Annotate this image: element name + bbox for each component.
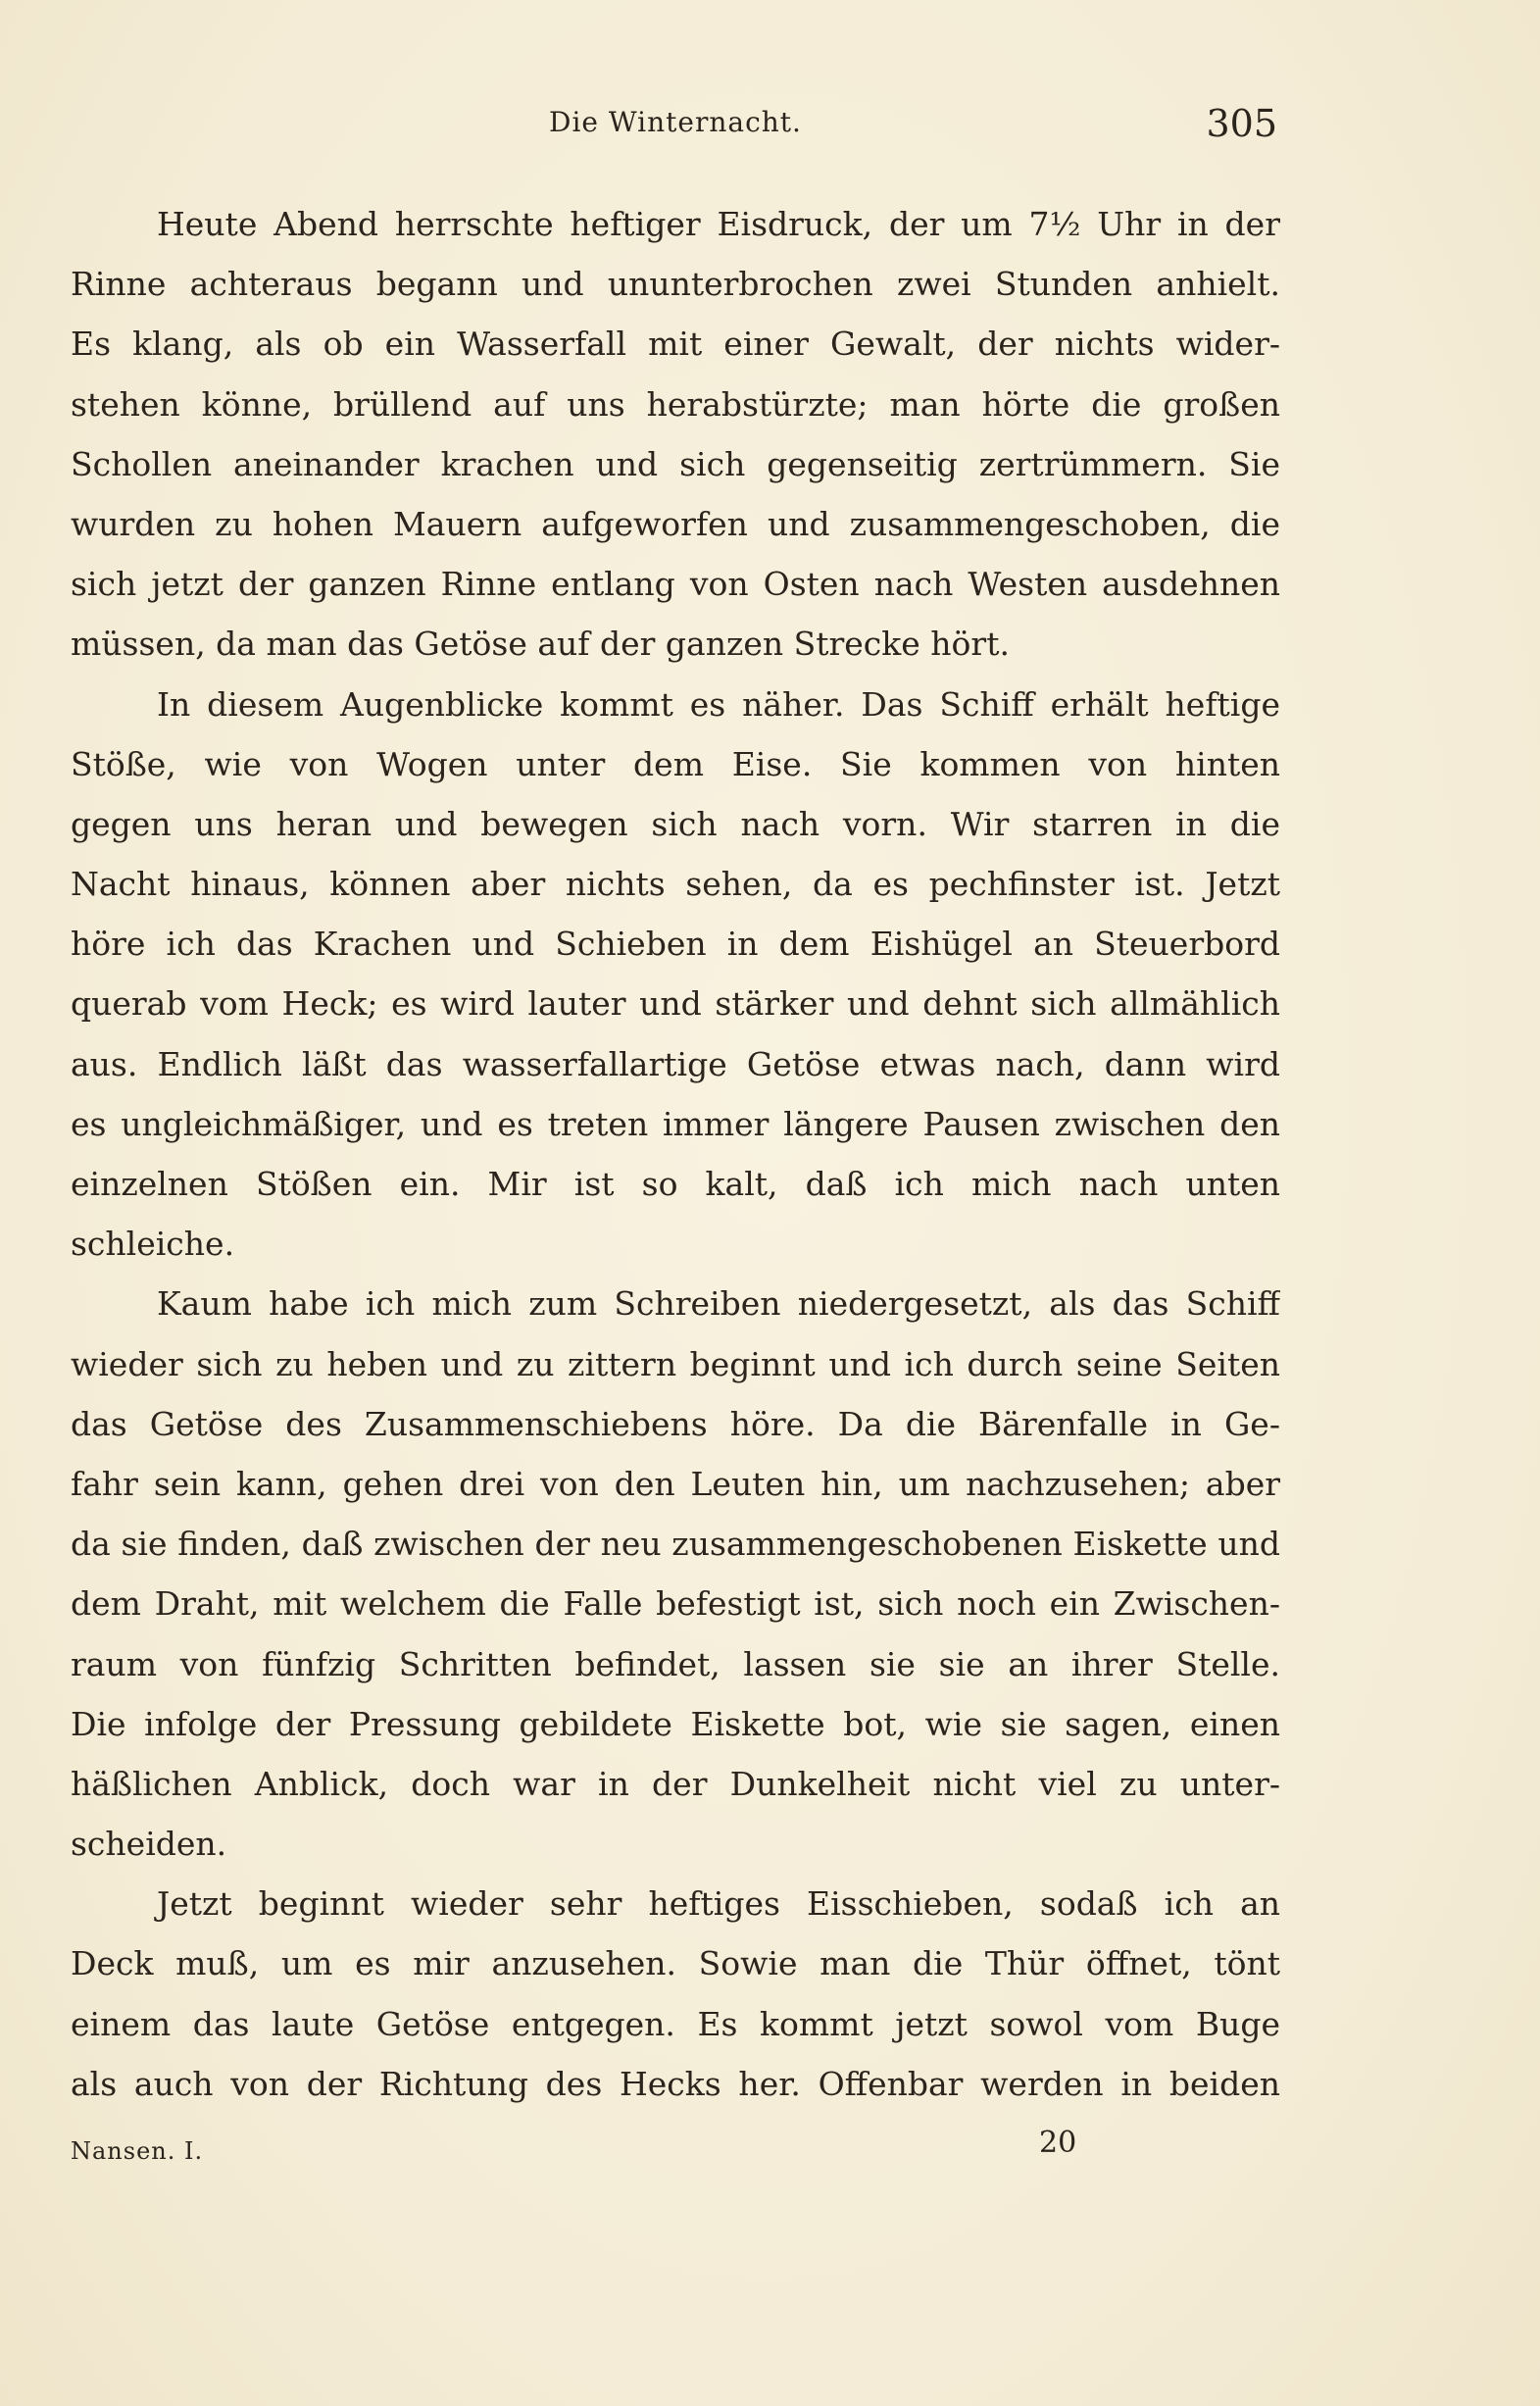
text-line: In diesem Augenblicke kommt es näher. Das Schiff erhält heftige	[157, 684, 1280, 724]
text-line: wieder sich zu heben und zu zittern beginnt und ich durch seine Seiten	[71, 1344, 1280, 1383]
text-line: sich jetzt der ganzen Rinne entlang von Osten nach Westen ausdehnen	[71, 565, 1280, 604]
text-line: gegen uns heran und bewegen sich nach vorn. Wir starren in die	[71, 804, 1280, 843]
text-line: wurden zu hohen Mauern aufgeworfen und zusammengeschoben, die	[71, 504, 1280, 543]
text-line: stehen könne, brüllend auf uns herabstürzte; man hörte die großen	[71, 384, 1280, 424]
text-line: es ungleichmäßiger, und es treten immer längere Pausen zwischen den	[71, 1104, 1280, 1143]
text-line: fahr sein kann, gehen drei von den Leuten hin, um nachzusehen; aber	[71, 1464, 1280, 1503]
running-title: Die Winternacht.	[549, 106, 802, 138]
text-line: Heute Abend herrschte heftiger Eisdruck, der um 7½ Uhr in der	[157, 205, 1280, 243]
text-line: dem Draht, mit welchem die Falle befestigt ist, sich noch ein Zwischen-	[71, 1584, 1280, 1624]
text-line: querab vom Heck; es wird lauter und stärker und dehnt sich allmählich	[71, 984, 1280, 1024]
page-number: 305	[1206, 102, 1277, 145]
text-line: Es klang, als ob ein Wasserfall mit einer Gewalt, der nichts wider-	[71, 325, 1280, 364]
text-line: einzelnen Stößen ein. Mir ist so kalt, daß ich mich nach unten	[71, 1165, 1280, 1203]
sheet-number: 20	[1039, 2126, 1077, 2160]
text-line: aus. Endlich läßt das wasserfallartige Getöse etwas nach, dann wird	[71, 1044, 1280, 1083]
text-line: scheiden.	[71, 1825, 227, 1864]
text-line: höre ich das Krachen und Schieben in dem Eishügel an Steuerbord	[71, 925, 1280, 964]
text-line: häßlichen Anblick, doch war in der Dunkelheit nicht viel zu unter-	[71, 1764, 1280, 1803]
text-line: das Getöse des Zusammenschiebens höre. Da die Bärenfalle in Ge-	[71, 1404, 1280, 1443]
printer-signature: Nansen. I.	[71, 2137, 204, 2165]
text-line: Schollen aneinander krachen und sich gegenseitig zertrümmern. Sie	[71, 444, 1280, 483]
text-line: müssen, da man das Getöse auf der ganzen Strecke hört.	[71, 625, 1010, 664]
text-line: Jetzt beginnt wieder sehr heftiges Eisschieben, sodaß ich an	[157, 1884, 1280, 1924]
text-line: Rinne achteraus begann und ununterbrochen zwei Stunden anhielt.	[71, 265, 1280, 304]
text-line: als auch von der Richtung des Hecks her. Offenbar werden in beiden	[71, 2064, 1280, 2103]
text-line: Nacht hinaus, können aber nichts sehen, da es pechfinster ist. Jetzt	[71, 865, 1280, 904]
text-line: Stöße, wie von Wogen unter dem Eise. Sie kommen von hinten	[71, 744, 1280, 783]
text-line: raum von fünfzig Schritten befindet, lassen sie sie an ihrer Stelle.	[71, 1644, 1280, 1683]
text-line: Die infolge der Pressung gebildete Eiskette bot, wie sie sagen, einen	[71, 1704, 1280, 1743]
text-line: Deck muß, um es mir anzusehen. Sowie man die Thür öffnet, tönt	[71, 1944, 1280, 1983]
text-line: da sie finden, daß zwischen der neu zusammengeschobenen Eiskette und	[71, 1525, 1280, 1564]
body-text	[71, 194, 1280, 2114]
text-line: einem das laute Getöse entgegen. Es kommt jetzt sowol vom Buge	[71, 2004, 1280, 2043]
text-line: schleiche.	[71, 1225, 235, 1264]
text-line: Kaum habe ich mich zum Schreiben niedergesetzt, als das Schiff	[157, 1284, 1280, 1324]
